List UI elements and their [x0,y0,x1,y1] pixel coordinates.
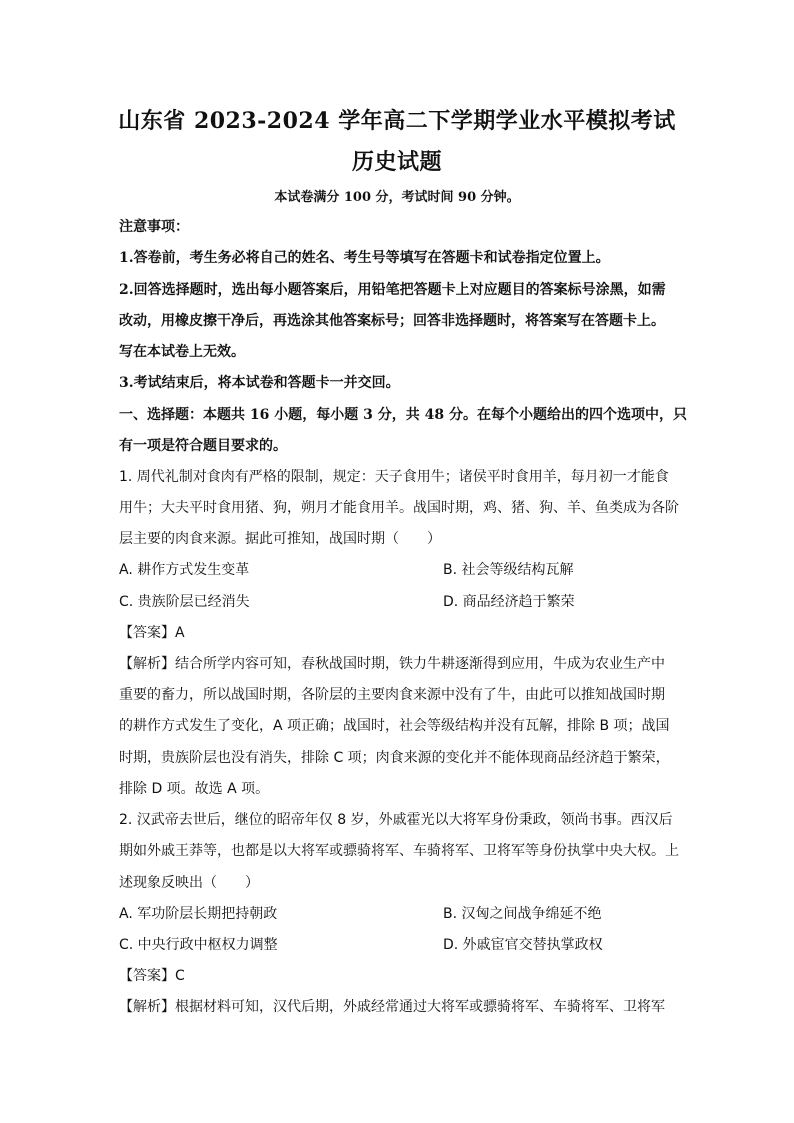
q2-option-b: B. 汉匈之间战争绵延不绝 [443,906,602,922]
exam-info: 本试卷满分 100 分，考试时间 90 分钟。 [274,190,520,205]
q2-option-d: D. 外戚宦官交替执掌政权 [443,937,603,953]
q1-stem-line-2: 用牛；大夫平时食用猪、狗，朔月才能食用羊。战国时期，鸡、猪、狗、羊、鱼类成为各阶 [119,500,679,516]
q1-option-d: D. 商品经济趋于繁荣 [443,594,575,610]
section-heading-line-2: 有一项是符合题目要求的。 [119,438,287,454]
exam-subject-title: 历史试题 [351,149,442,175]
q1-analysis-line-2: 重要的畜力，所以战国时期，各阶层的主要肉食来源中没有了牛，由此可以推知战国时期 [119,687,665,703]
notes-item-2-line-2: 改动，用橡皮擦干净后，再选涂其他答案标号；回答非选择题时，将答案写在答题卡上。 [119,313,665,329]
q1-option-b: B. 社会等级结构瓦解 [443,562,574,578]
q2-answer: 【答案】C [119,968,185,984]
q1-stem-line-3: 层主要的肉食来源。据此可推知，战国时期（ ） [119,531,441,547]
q1-option-c: C. 贵族阶层已经消失 [119,594,250,610]
notes-item-2-line-1: 2.回答选择题时，选出每小题答案后，用铅笔把答题卡上对应题目的答案标号涂黑，如需 [119,282,666,298]
q1-analysis-line-3: 的耕作方式发生了变化，A 项正确；战国时，社会等级结构并没有瓦解，排除 B 项；战国 [119,718,670,734]
q2-option-a: A. 军功阶层长期把持朝政 [119,906,278,922]
q1-option-a: A. 耕作方式发生变革 [119,562,250,578]
q2-stem-line-3: 述现象反映出（ ） [119,875,259,891]
q1-stem-line-1: 1. 周代礼制对食肉有严格的限制，规定：天子食用牛；诸侯平时食用羊，每月初一才能食 [119,469,669,485]
q1-analysis-line-4: 时期，贵族阶层也没有消失，排除 C 项；肉食来源的变化并不能体现商品经济趋于繁荣， [119,750,670,766]
q2-stem-line-2: 期如外戚王莽等，也都是以大将军或骠骑将军、车骑将军、卫将军等身份执掌中央大权。上 [119,843,679,859]
q1-analysis-line-5: 排除 D 项。故选 A 项。 [119,781,270,797]
q1-answer: 【答案】A [119,625,185,641]
section-heading-line-1: 一、选择题：本题共 16 小题，每小题 3 分，共 48 分。在每个小题给出的四个选项中，只 [119,407,687,423]
q2-analysis-line-1: 【解析】根据材料可知，汉代后期，外戚经常通过大将军或骠骑将军、车骑将军、卫将军 [119,999,665,1015]
q2-option-c: C. 中央行政中枢权力调整 [119,937,278,953]
q1-analysis-line-1: 【解析】结合所学内容可知，春秋战国时期，铁力牛耕逐渐得到应用，牛成为农业生产中 [119,656,665,672]
notes-item-1: 1.答卷前，考生务必将自己的姓名、考生号等填写在答题卡和试卷指定位置上。 [119,250,610,266]
exam-title: 山东省 2023-2024 学年高二下学期学业水平模拟考试 [118,108,676,134]
q2-stem-line-1: 2. 汉武帝去世后，继位的昭帝年仅 8 岁，外戚霍光以大将军身份秉政，领尚书事。西汉后 [119,812,673,828]
notes-item-2-line-3: 写在本试卷上无效。 [119,344,245,360]
notes-heading: 注意事项： [119,219,189,235]
notes-item-3: 3.考试结束后，将本试卷和答题卡一并交回。 [119,375,400,391]
